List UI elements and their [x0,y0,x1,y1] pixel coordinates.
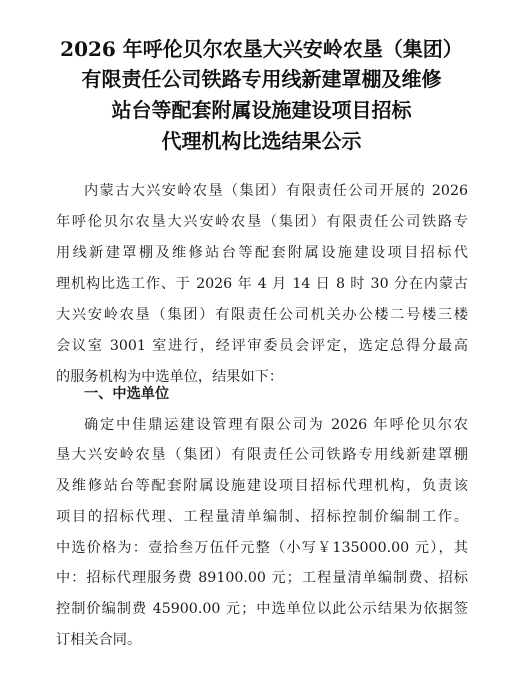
paragraph1-line-1: 内蒙古大兴安岭农垦（集团）有限责任公司开展的 2026 [84,183,468,199]
paragraph2-line-6: 中：招标代理服务费 89100.00 元；工程量清单编制费、招标 [56,570,468,586]
document-title-line-2: 有限责任公司铁路专用线新建罩棚及维修 [81,67,442,91]
document-title-line-3: 站台等配套附属设施建设项目招标 [111,98,412,122]
paragraph1-line-4: 理机构比选工作、于 2026 年 4 月 14 日 8 时 30 分在内蒙古 [56,276,468,292]
paragraph2-line-8: 订相关合同。 [56,632,142,648]
paragraph1-line-5: 大兴安岭农垦（集团）有限责任公司机关办公楼二号楼三楼 [56,307,468,323]
paragraph1-line-2: 年呼伦贝尔农垦大兴安岭农垦（集团）有限责任公司铁路专 [56,214,468,230]
paragraph2-line-2: 垦大兴安岭农垦（集团）有限责任公司铁路专用线新建罩棚 [56,447,468,463]
paragraph2-line-4: 项目的招标代理、工程量清单编制、招标控制价编制工作。 [56,509,468,525]
paragraph1-line-7: 的服务机构为中选单位，结果如下： [56,369,284,385]
paragraph2-line-5: 中选价格为：壹拾叁万伍仟元整（小写￥135000.00 元），其 [56,540,468,556]
paragraph1-line-3: 用线新建罩棚及维修站台等配套附属设施建设项目招标代 [56,245,468,261]
document-title-line-4: 代理机构比选结果公示 [161,129,362,153]
section1-heading: 一、中选单位 [84,386,170,402]
document-title-line-1: 2026 年呼伦贝尔农垦大兴安岭农垦（集团） [60,37,463,61]
paragraph2-line-7: 控制价编制费 45900.00 元；中选单位以此公示结果为依据签 [56,601,468,617]
paragraph2-line-1: 确定中佳鼎运建设管理有限公司为 2026 年呼伦贝尔农 [84,417,468,433]
paragraph2-line-3: 及维修站台等配套附属设施建设项目招标代理机构，负责该 [56,478,468,494]
paragraph1-line-6: 会议室 3001 室进行，经评审委员会评定，选定总得分最高 [56,338,468,354]
